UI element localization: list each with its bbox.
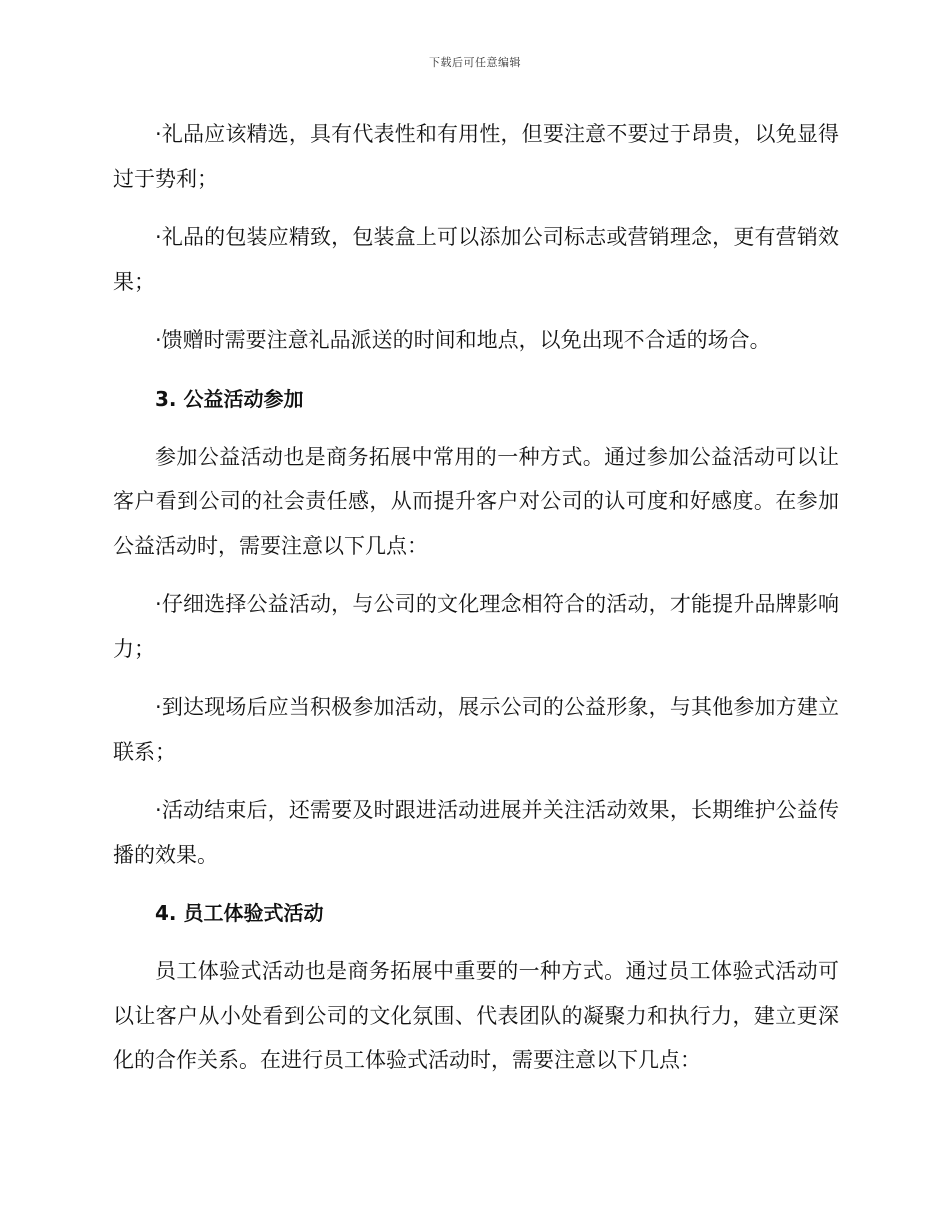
bullet-gift-packaging: ·礼品的包装应精致，包装盒上可以添加公司标志或营销理念，更有营销效果； — [113, 225, 839, 294]
section-4-heading: 4. 员工体验式活动 — [155, 901, 324, 925]
document-body — [113, 112, 839, 1097]
section-3-bullet-choose: ·仔细选择公益活动，与公司的文化理念相符合的活动，才能提升品牌影响力； — [113, 592, 839, 661]
bullet-gift-selection: ·礼品应该精选，具有代表性和有用性，但要注意不要过于昂贵，以免显得过于势利； — [113, 122, 839, 191]
bullet-gift-timing: ·馈赠时需要注意礼品派送的时间和地点，以免出现不合适的场合。 — [155, 328, 771, 352]
section-3-bullet-followup: ·活动结束后，还需要及时跟进活动进展并关注活动效果，长期维护公益传播的效果。 — [113, 798, 839, 867]
section-3-bullet-participate: ·到达现场后应当积极参加活动，展示公司的公益形象，与其他参加方建立联系； — [113, 695, 839, 764]
section-3-heading: 3. 公益活动参加 — [155, 386, 304, 411]
section-3-intro: 参加公益活动也是商务拓展中常用的一种方式。通过参加公益活动可以让客户看到公司的社会责任感，从而提升客户对公司的认可度和好感度。在参加公益活动时，需要注意以下几点： — [113, 444, 839, 558]
section-4-intro: 员工体验式活动也是商务拓展中重要的一种方式。通过员工体验式活动可以让客户从小处看到公司的文化氛围、代表团队的凝聚力和执行力，建立更深化的合作关系。在进行员工体验式活动时，需要注意以下几点： — [113, 959, 839, 1072]
page-header-note: 下载后可任意编辑 — [429, 56, 521, 69]
